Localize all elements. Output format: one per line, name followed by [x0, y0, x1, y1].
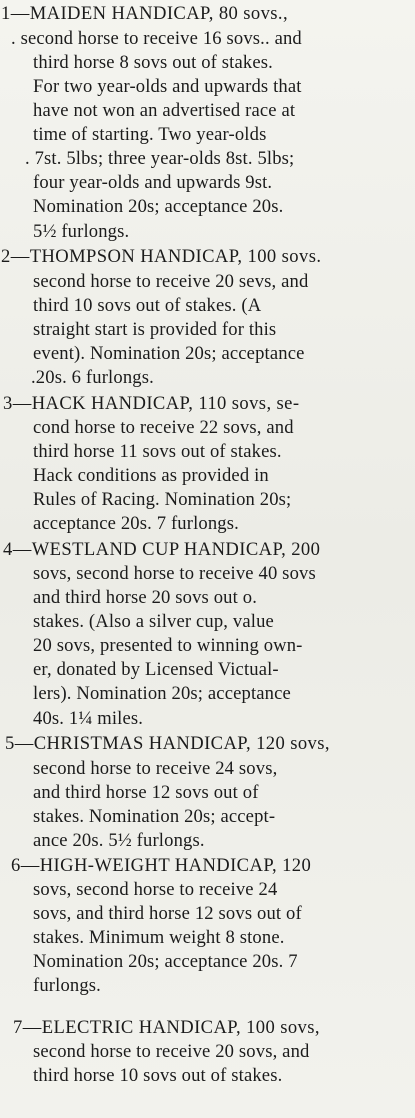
- text-line: stakes. Nomination 20s; accept-: [33, 806, 276, 827]
- text-line: 5—CHRISTMAS HANDICAP, 120 sovs,: [5, 733, 330, 754]
- text-line: 20 sovs, presented to winning own-: [33, 635, 303, 656]
- text-line: 4—WESTLAND CUP HANDICAP, 200: [3, 539, 321, 560]
- text-line: stakes. Minimum weight 8 stone.: [33, 927, 285, 948]
- text-line: 5½ furlongs.: [33, 221, 130, 242]
- text-line: Nomination 20s; acceptance 20s.: [33, 196, 284, 217]
- text-line: . second horse to receive 16 sovs.. and: [11, 28, 302, 49]
- text-line: four year-olds and upwards 9st.: [33, 172, 273, 193]
- text-line: 7—ELECTRIC HANDICAP, 100 sovs,: [13, 1017, 320, 1038]
- text-line: 6—HIGH-WEIGHT HANDICAP, 120: [11, 855, 312, 876]
- text-line: . 7st. 5lbs; three year-olds 8st. 5lbs;: [25, 148, 295, 169]
- text-line: furlongs.: [33, 975, 101, 996]
- text-line: acceptance 20s. 7 furlongs.: [33, 513, 239, 534]
- text-line: stakes. (Also a silver cup, value: [33, 611, 274, 632]
- text-line: ance 20s. 5½ furlongs.: [33, 830, 205, 851]
- text-line: straight start is provided for this: [33, 319, 277, 340]
- text-line: .20s. 6 furlongs.: [31, 367, 154, 388]
- text-line: third 10 sovs out of stakes. (A: [33, 295, 262, 316]
- text-line: third horse 11 sovs out of stakes.: [33, 441, 282, 462]
- text-line: lers). Nomination 20s; acceptance: [33, 683, 291, 704]
- text-line: 2—THOMPSON HANDICAP, 100 sovs.: [1, 246, 322, 267]
- text-line: sovs, second horse to receive 24: [33, 879, 278, 900]
- text-line: 1—MAIDEN HANDICAP, 80 sovs.,: [1, 3, 289, 24]
- text-line: event). Nomination 20s; acceptance: [33, 343, 305, 364]
- text-line: 40s. 1¼ miles.: [33, 708, 144, 729]
- text-line: third horse 10 sovs out of stakes.: [33, 1065, 283, 1086]
- text-line: and third horse 20 sovs out o.: [33, 587, 257, 608]
- text-line: cond horse to receive 22 sovs, and: [33, 417, 294, 438]
- text-line: er, donated by Licensed Victual-: [33, 659, 279, 680]
- text-line: For two year-olds and upwards that: [33, 76, 302, 97]
- text-line: sovs, second horse to receive 40 sovs: [33, 563, 316, 584]
- text-line: Nomination 20s; acceptance 20s. 7: [33, 951, 298, 972]
- text-line: time of starting. Two year-olds: [33, 124, 267, 145]
- text-line: have not won an advertised race at: [33, 100, 296, 121]
- text-line: second horse to receive 24 sovs,: [33, 758, 278, 779]
- text-line: Rules of Racing. Nomination 20s;: [33, 489, 292, 510]
- text-line: third horse 8 sovs out of stakes.: [33, 52, 273, 73]
- text-line: Hack conditions as provided in: [33, 465, 269, 486]
- text-line: sovs, and third horse 12 sovs out of: [33, 903, 302, 924]
- text-line: second horse to receive 20 sevs, and: [33, 271, 309, 292]
- text-line: 3—HACK HANDICAP, 110 sovs, se-: [3, 393, 300, 414]
- text-line: second horse to receive 20 sovs, and: [33, 1041, 310, 1062]
- text-line: and third horse 12 sovs out of: [33, 782, 259, 803]
